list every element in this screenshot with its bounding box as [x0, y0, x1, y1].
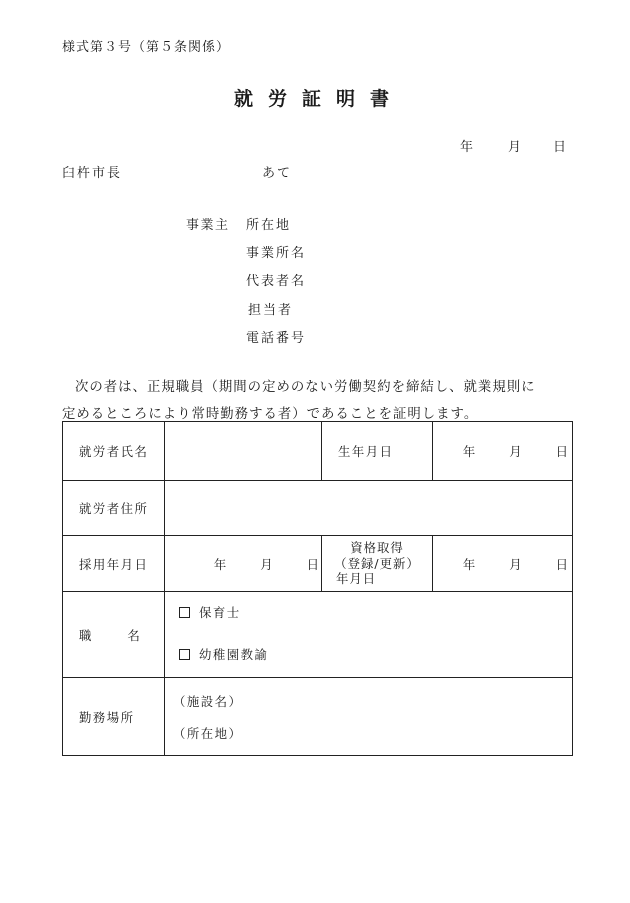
table-row	[63, 592, 573, 678]
workplace-location-label: （所在地）	[173, 725, 243, 741]
birthdate-year-label: 年	[462, 444, 476, 459]
issue-date-year-label: 年	[460, 140, 474, 155]
employer-office-name-label: 事業所名	[246, 246, 307, 261]
workplace-label: 勤務場所	[63, 678, 165, 756]
job-option-label: 幼稚園教諭	[199, 646, 269, 662]
birthdate-label: 生年月日	[322, 422, 433, 481]
table-row	[63, 422, 573, 481]
table-row	[63, 536, 573, 592]
issue-date-month-label: 月	[508, 140, 522, 155]
job-title-options	[165, 592, 573, 678]
hire-date-year-label: 年	[213, 556, 227, 572]
form-number: 様式第３号（第５条関係）	[62, 40, 231, 55]
table-row	[63, 678, 573, 756]
job-title-label-char-1: 職	[79, 627, 92, 643]
birthdate-day-label: 日	[555, 444, 568, 459]
checkbox-icon[interactable]	[179, 607, 190, 618]
statement-line-1: 次の者は、正規職員（期間の定めのない労働契約を締結し、就業規則に	[75, 380, 536, 395]
issue-date-day-label: 日	[553, 140, 567, 155]
worker-name-field[interactable]	[165, 422, 322, 481]
employer-address-label: 所在地	[246, 218, 292, 233]
employer-contact-person-label: 担当者	[248, 303, 294, 318]
certificate-table	[62, 421, 573, 756]
qualification-month-label: 月	[509, 556, 522, 572]
birthdate-field[interactable]	[433, 422, 573, 481]
job-option-label: 保育士	[199, 604, 241, 620]
qualification-label-line-1: 資格取得	[350, 540, 404, 556]
qualification-date-label	[322, 536, 433, 592]
qualification-date-field[interactable]	[433, 536, 573, 592]
hire-date-day-label: 日	[306, 556, 319, 572]
hire-date-label: 採用年月日	[63, 536, 165, 592]
workplace-field[interactable]	[165, 678, 573, 756]
qualification-label-line-3: 年月日	[336, 571, 377, 587]
certification-statement	[62, 374, 572, 428]
job-title-label	[63, 592, 165, 678]
job-title-label-char-2: 名	[127, 627, 140, 643]
job-option-kindergarten-teacher[interactable]	[165, 645, 572, 663]
addressee-suffix: あて	[262, 166, 293, 181]
document-title: 就労証明書	[233, 88, 404, 110]
hire-date-field[interactable]	[165, 536, 322, 592]
table-row	[63, 481, 573, 536]
qualification-label-line-2: （登録/更新）	[334, 555, 420, 571]
qualification-year-label: 年	[462, 556, 476, 572]
worker-address-label: 就労者住所	[63, 481, 165, 536]
statement-line-2: 定めるところにより常時勤務する者）であることを証明します。	[62, 407, 479, 422]
workplace-facility-label: （施設名）	[173, 693, 243, 709]
qualification-day-label: 日	[555, 556, 568, 572]
birthdate-month-label: 月	[509, 444, 522, 459]
employer-representative-label: 代表者名	[246, 274, 307, 289]
hire-date-month-label: 月	[260, 556, 273, 572]
addressee-name: 臼杵市長	[62, 166, 123, 181]
employer-label: 事業主	[186, 218, 230, 233]
employer-phone-label: 電話番号	[246, 331, 307, 346]
job-option-nursery-teacher[interactable]	[165, 603, 572, 621]
checkbox-icon[interactable]	[179, 649, 190, 660]
worker-name-label: 就労者氏名	[63, 422, 165, 481]
worker-address-field[interactable]	[165, 481, 573, 536]
